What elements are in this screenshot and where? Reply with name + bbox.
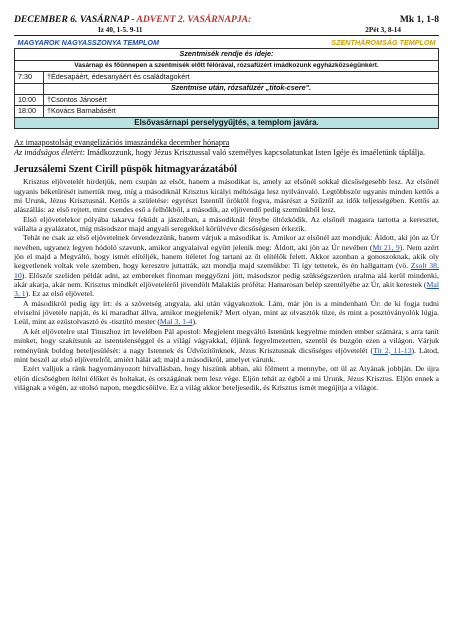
article-paragraph: Tehát ne csak az első eljövetelnek örvendezzünk, hanem várjuk a másodikat is. Amikor az elsőnél azt mondjuk: Áldott, aki jön az Úr nevében, ugyanez legyen hódoló szavunk, amikor angyalaival együtt jelenik meg: Áldott, aki jön az Úr nevében (Mt 21, 9). Nem azért jön el majd a Megváltó, hogy ismét elítéljék, hanem ítéletet fog tartani az őt elítélők felett. Akkor azonban a gonoszoknak, akik oly kegyetlenek voltak vele szemben, hogy keresztre juttatták, azt mondja majd szemükbe: Ti így tettetek, és én hallgattam (vö. Zsolt 38, 10). Először szelíden példát adni, az embereket finoman meggyőzni jött, másodszor pedig szükségszerűen uralma alá kerül mindenki, akár akarja, akár nem. Krisztus mindkét eljöveteléről jövendölt Malakiás próféta: Hamarosan belép szentélyébe az Úr, akit kerestek (Mal 3, 1). Ez az első eljövetel.	[14, 233, 440, 299]
mass-intention: †Kovács Barnabásért	[44, 106, 439, 117]
schedule-row	[15, 106, 439, 117]
header-date-line	[14, 14, 439, 25]
header-reading2: 2Pét 3, 8-14	[365, 26, 401, 34]
header-date: DECEMBER 6. VASÁRNAP -	[14, 14, 137, 25]
bulletin-page	[14, 0, 439, 392]
prayer-intention-label: Az imádságos életért:	[14, 147, 85, 157]
mass-intention: Szentmise után, rózsafüzér „titok-csere".	[44, 83, 439, 94]
scripture-link[interactable]: Tit 2, 11-13	[373, 345, 412, 355]
mass-time	[15, 83, 44, 94]
prayer-intention-title: Az imaapostolság evangelizációs imaszándéka december hónapra	[14, 138, 230, 148]
rosary-note: Vasárnap és főünnepen a szentmisék előtt félórával, rózsafüzért imádkozunk egyházközségünkért.	[15, 60, 439, 71]
schedule-row	[15, 94, 439, 105]
header-reading1: Iz 40, 1-5. 9-11	[98, 26, 143, 34]
header-gospel-ref: Mk 1, 1-8	[399, 14, 439, 25]
mass-intention: †Csontos Jánosért	[44, 94, 439, 105]
header-rule	[14, 35, 439, 36]
church-left: MAGYAROK NAGYASSZONYA TEMPLOM	[17, 37, 159, 47]
article-paragraph: A két eljövetelre utal Tituszhoz írt levelében Pál apostol: Megjelent megváltó Istenünk kegyelme minden ember számára, s arra tanít minket, hogy szakítsunk az istentelenséggel és a világi vágyakkal, éljünk fegyelmezetten, szentül és buzgón ezen a világon. Várjuk reményünk boldog beteljesülését: a nagy Istennek és Üdvözítőnknek, Jézus Krisztusnak dicsőséges eljövetelét (Tit 2, 11-13). Látod, mint beszél az első eljövetelről, amiért hálát ad; majd a másodikról, amelyet várunk.	[14, 326, 439, 364]
schedule-row	[15, 83, 439, 94]
article-title: Jeruzsálemi Szent Cirill püspök hitmagyarázatából	[14, 164, 237, 176]
schedule-row	[15, 72, 439, 83]
mass-time: 18:00	[15, 106, 44, 117]
schedule-table	[14, 38, 439, 129]
scripture-link[interactable]: Mt 21, 9	[372, 242, 400, 252]
article-paragraph: Első eljövetelekor pólyába takarva feküdt a jászolban, a másodiknál fénybe öltözködik. Az elsőnél magasra tartotta a keresztet, vállalta a gyalázatot, míg másodszor majd angyali seregekkel körülvéve dicsőségesen érkezik.	[14, 214, 439, 234]
scripture-link[interactable]: Mal 3, 1	[14, 280, 439, 299]
prayer-intention-text: Imádkozzunk, hogy Jézus Krisztussal való személyes kapcsolatunkat Isten Igéje és imaéletünk táplálja.	[84, 147, 426, 157]
header-advent: ADVENT 2. VASÁRNAPJA:	[136, 14, 252, 25]
scripture-link[interactable]: Zsolt 38, 10	[14, 261, 439, 280]
article-paragraph: A másodikról pedig így írt: és a szövetség angyala, aki után vágyakoztok. Lám, már jön is a mindenható Úr: de ki fogja tudni elviselni jövetele napját, és ki maradhat állva, amikor megjelenik? Mert olyan, mint az olvasztók tüze, és mint a posztóványolók lúgja. Leül, mint az ezüstolvasztó és -tisztító mester (Mal 3, 1-4).	[14, 298, 439, 327]
mass-time: 7:30	[15, 72, 44, 83]
church-right: SZENTHÁROMSÁG TEMPLOM	[331, 37, 436, 47]
article-body	[14, 177, 439, 392]
article-paragraph: Krisztus eljövetelét hirdetjük, nem csupán az elsőt, hanem a másodikat is, amely az elsőnél sokkal dicsőségesebb lesz. Az elsőnél ugyanis béketűrését ismertük meg, míg a másodiknál Krisztus királyi méltósága lesz nyilvánvaló. Legtöbbször ugyanis minden kettős a mi Urunk, Jézus Krisztusnál. Kettős a születése: egyrészt Istentől öröktől fogva, másrészt a Szűztől az idők teljességében. Kettős az alászállás: az első rejtett, mint csendes eső a felhőkből, a második, az eljövendő pedig szemünkből lesz.	[14, 177, 439, 215]
mass-intention: †Édesapáért, édesanyáért és családtagokért	[44, 72, 439, 83]
mass-intentions-title: Szentmisék rendje és ideje:	[15, 49, 439, 60]
prayer-intention	[14, 138, 439, 157]
mass-time: 10:00	[15, 94, 44, 105]
collection-note: Elsővasárnapi perselygyűjtés, a templom javára.	[15, 117, 439, 128]
scripture-link[interactable]: Mal 3, 1-4	[159, 317, 193, 327]
article-paragraph: Ezért valljuk a ránk hagyományozott hitvallásban, hogy hiszünk abban, aki fölment a mennybe, ott ül az Atyának jobbján. De újra eljön dicsőségben ítélni élőket és holtakat, és országának nem lesz vége. Eljön tehát az égből a mi Urunk, Jézus Krisztus. Eljön ennek a világnak a végén, az utolsó napon, megdicsőülve. Ez a világ akkor beteljesedik, és Krisztus ismét megújítja a világot.	[14, 364, 439, 392]
header-readings	[14, 25, 439, 34]
